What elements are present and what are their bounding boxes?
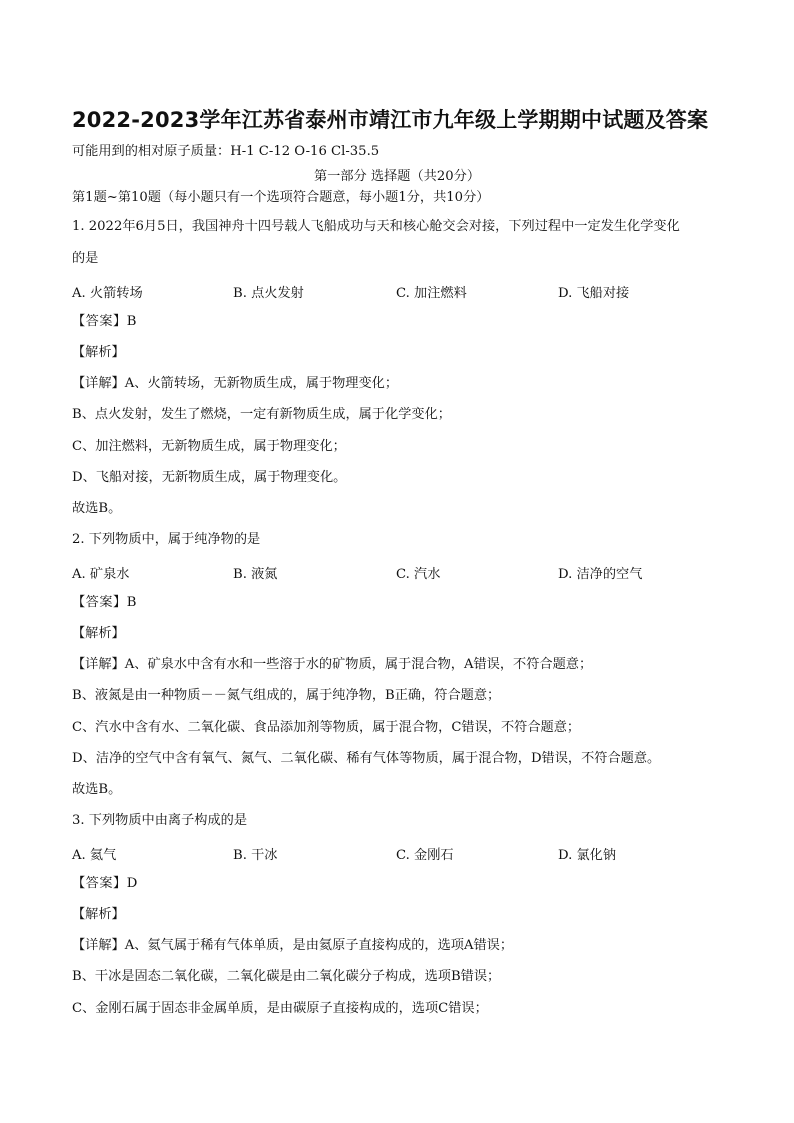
question-1-analysis: 【解析】 (72, 345, 125, 360)
question-1-option-a: A. 火箭转场 (72, 286, 143, 301)
question-3-option-a: A. 氦气 (72, 848, 117, 863)
question-2-answer: 【答案】B (72, 595, 137, 610)
section-instructions: 第1题~第10题（每小题只有一个选项符合题意，每小题1分，共10分） (72, 190, 490, 205)
question-3-stem: 3. 下列物质中由离子构成的是 (72, 813, 248, 828)
question-3-answer: 【答案】D (72, 876, 138, 891)
question-2-detail-b: B、液氮是由一种物质－－氮气组成的，属于纯净物，B正确，符合题意； (72, 688, 501, 703)
question-2-option-c: C. 汽水 (396, 567, 441, 582)
question-2-option-a: A. 矿泉水 (72, 567, 130, 582)
page-title: 2022-2023学年江苏省泰州市靖江市九年级上学期期中试题及答案 (72, 108, 709, 132)
question-1-detail-a: 【详解】A、火箭转场，无新物质生成，属于物理变化； (72, 376, 399, 391)
question-2-detail-d: D、洁净的空气中含有氧气、氮气、二氧化碳、稀有气体等物质，属于混合物，D错误，不符合题意。 (72, 751, 661, 766)
question-2-option-d: D. 洁净的空气 (558, 567, 643, 582)
question-1-stem-cont: 的是 (72, 251, 99, 266)
question-3-option-c: C. 金刚石 (396, 848, 454, 863)
question-2-stem: 2. 下列物质中，属于纯净物的是 (72, 532, 261, 547)
question-1-stem: 1. 2022年6月5日，我国神舟十四号载人飞船成功与天和核心舱交会对接，下列过程中一定发生化学变化 (72, 219, 680, 234)
atomic-masses-note: 可能用到的相对原子质量：H-1 C-12 O-16 Cl-35.5 (72, 144, 380, 159)
question-2-conclusion: 故选B。 (72, 782, 122, 797)
question-3-detail-b: B、干冰是固态二氧化碳，二氧化碳是由二氧化碳分子构成，选项B错误； (72, 969, 501, 984)
question-1-conclusion: 故选B。 (72, 501, 122, 516)
question-2-detail-a: 【详解】A、矿泉水中含有水和一些溶于水的矿物质，属于混合物，A错误，不符合题意； (72, 657, 593, 672)
question-3-detail-c: C、金刚石属于固态非金属单质，是由碳原子直接构成的，选项C错误； (72, 1001, 488, 1016)
question-1-option-d: D. 飞船对接 (558, 286, 630, 301)
question-1-answer: 【答案】B (72, 314, 137, 329)
question-2-analysis: 【解析】 (72, 626, 125, 641)
question-1-detail-d: D、飞船对接，无新物质生成，属于物理变化。 (72, 470, 347, 485)
section-title: 第一部分 选择题（共20分） (313, 169, 481, 184)
question-2-option-b: B. 液氮 (233, 567, 278, 582)
question-1-detail-c: C、加注燃料，无新物质生成，属于物理变化； (72, 439, 346, 454)
question-2-detail-c: C、汽水中含有水、二氧化碳、食品添加剂等物质，属于混合物，C错误，不符合题意； (72, 720, 581, 735)
question-3-option-b: B. 干冰 (233, 848, 278, 863)
question-1-option-b: B. 点火发射 (233, 286, 304, 301)
question-1-option-c: C. 加注燃料 (396, 286, 467, 301)
question-3-detail-a: 【详解】A、氦气属于稀有气体单质，是由氦原子直接构成的，选项A错误； (72, 938, 514, 953)
question-3-analysis: 【解析】 (72, 907, 125, 922)
question-3-option-d: D. 氯化钠 (558, 848, 617, 863)
question-1-detail-b: B、点火发射，发生了燃烧，一定有新物质生成，属于化学变化； (72, 407, 451, 422)
